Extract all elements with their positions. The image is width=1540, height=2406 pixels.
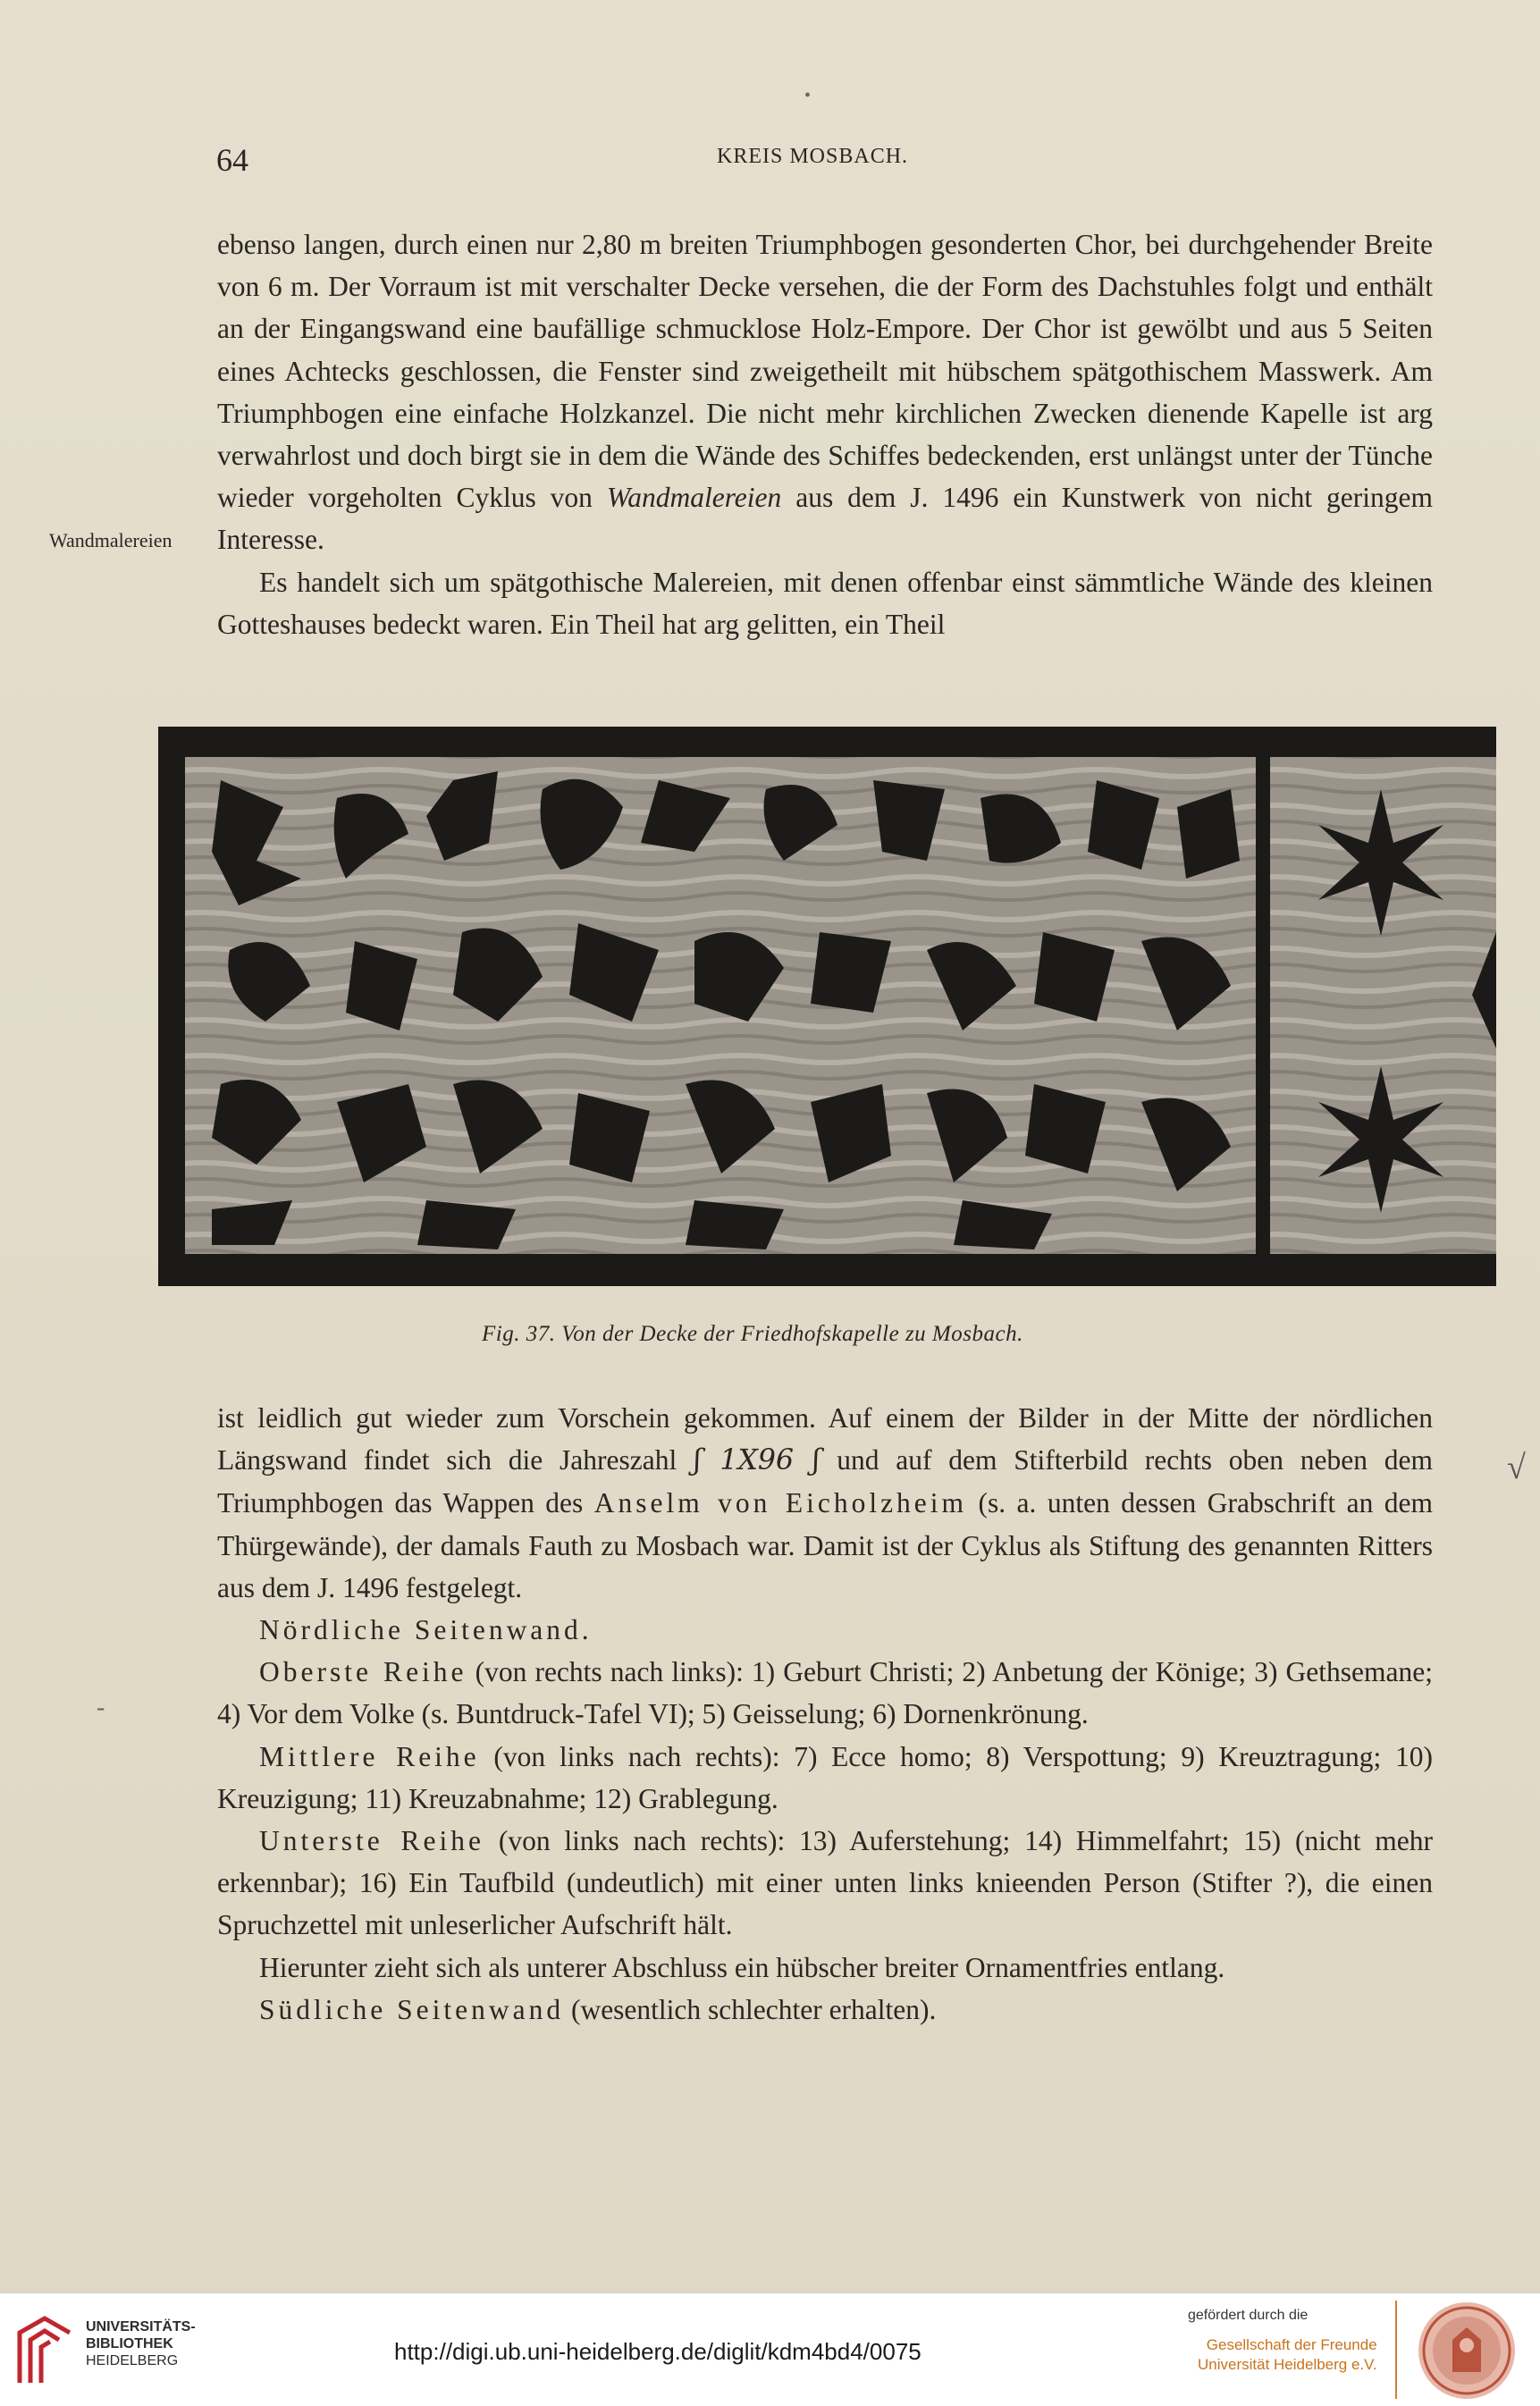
bottom-text-block (217, 1397, 1433, 2031)
paragraph-text: ist leidlich gut wieder zum Vorschein gekommen. Auf einem der Bilder in der Mitte der nördlichen Längswand findet sich die Jahreszahl (217, 1402, 1433, 1476)
society-name-line: Universität Heidelberg e.V. (1198, 2356, 1377, 2373)
paragraph-text: (von rechts nach links): 1) Geburt Christi; 2) Anbetung der Könige; 3) Gethsemane; 4) Vor dem Volke (s. Buntdruck-Tafel VI); 5) Geisselung; 6) Dornenkrönung. (217, 1656, 1433, 1730)
person-name: Anselm von Eicholzheim (593, 1487, 968, 1519)
figure-ceiling-ornament (158, 727, 1496, 1286)
paragraph-text: (s. a. unten dessen Grabschrift an dem Thürgewände), der damals Fauth zu Mosbach war. Damit ist der Cyklus als Stiftung des genannten Ritters aus dem J. 1496 festgelegt. (217, 1487, 1433, 1603)
paragraph (217, 1820, 1433, 1947)
paragraph-text: (wesentlich schlechter erhalten). (564, 1993, 937, 2025)
library-name-line: UNIVERSITÄTS- (86, 2319, 196, 2334)
row-label: Unterste Reihe (259, 1825, 485, 1857)
stray-mark: • (804, 86, 812, 105)
paragraph: Hierunter zieht sich als unterer Abschluss ein hübscher breiter Ornamentfries entlang. (259, 1951, 1225, 1983)
row-label: Mittlere Reihe (259, 1740, 480, 1772)
university-seal-icon (1417, 2301, 1517, 2401)
library-name-line: HEIDELBERG (86, 2353, 179, 2368)
pencil-dash-mark: - (97, 1694, 105, 1721)
ceiling-ornament-image (158, 727, 1496, 1286)
paragraph (217, 1736, 1433, 1820)
year-inscription: ʃ 1X96 ʃ (693, 1444, 820, 1477)
library-name (86, 2318, 196, 2369)
paragraph (217, 1651, 1433, 1735)
permalink-url[interactable]: http://digi.ub.uni-heidelberg.de/diglit/kdm4bd4/0075 (394, 2338, 921, 2365)
margin-note: Wandmalereien (49, 529, 173, 551)
pencil-check-mark: √ (1507, 1449, 1526, 1486)
paragraph-text: (von links nach rechts): 13) Auferstehung; 14) Himmelfahrt; 15) (nicht mehr erkennbar); 16) Ein Taufbild (undeutlich) mit einer unten links knieenden Person (Stifter ?), die einen Spruchzettel mit unleserlicher Aufschrift hält. (217, 1825, 1434, 1941)
page-number: 64 (216, 142, 248, 178)
row-label: Oberste Reihe (259, 1656, 467, 1688)
paragraph: Es handelt sich um spätgothische Malereien, mit denen offenbar einst sämmtliche Wände des kleinen Gotteshauses bedeckt waren. Ein Theil hat arg gelitten, ein Theil (217, 566, 1433, 640)
digitization-footer (0, 2292, 1540, 2406)
section-heading-north: Nördliche Seitenwand. (259, 1614, 593, 1646)
paragraph-text: (von links nach rechts): 7) Ecce homo; 8) Verspottung; 9) Kreuztragung; 10) Kreuzigung; 11) Kreuzabnahme; 12) Grablegung. (217, 1740, 1433, 1814)
paragraph-text: und auf dem Stifterbild rechts oben neben dem Triumphbogen das Wappen des (217, 1444, 1433, 1519)
section-heading-south: Südliche Seitenwand (259, 1993, 565, 2025)
society-name-line: Gesellschaft der Freunde (1206, 2336, 1377, 2353)
library-logo-icon (14, 2315, 75, 2388)
figure-caption: Fig. 37. Von der Decke der Friedhofskapelle zu Mosbach. (482, 1322, 1023, 1346)
society-name (1198, 2335, 1377, 2375)
paragraph (217, 1397, 1433, 1609)
paragraph (217, 1989, 1433, 2031)
funded-by-label: gefördert durch die (1188, 2308, 1309, 2323)
paragraph (217, 223, 1433, 561)
footer-divider (1395, 2301, 1397, 2399)
top-text-block (217, 223, 1433, 645)
library-name-line: BIBLIOTHEK (86, 2336, 173, 2351)
paragraph-text: ebenso langen, durch einen nur 2,80 m breiten Triumphbogen gesonderten Chor, bei durchgehender Breite von 6 m. Der Vorraum ist mit verschalter Decke versehen, die der Form des Dachstuhles folgt und enthält an der Eingangswand eine baufällige schmucklose Holz-Empore. Der Chor ist gewölbt und aus 5 Seiten eines Achtecks geschlossen, die Fenster sind zweigetheilt mit hübschem spätgothischem Masswerk. Am Triumphbogen eine einfache Holzkanzel. Die nicht mehr kirchlichen Zwecken dienende Kapelle ist arg verwahrlost und doch birgt sie in dem die Wände des Schiffes bedeckenden, erst unlängst unter der Tünche wieder vorgeholten Cyklus von (217, 229, 1433, 514)
italic-term: Wandmalereien (606, 482, 782, 514)
paragraph-text: aus dem J. 1496 ein Kunstwerk von nicht geringem Interesse. (217, 482, 1433, 556)
running-head: KREIS MOSBACH. (717, 145, 909, 168)
